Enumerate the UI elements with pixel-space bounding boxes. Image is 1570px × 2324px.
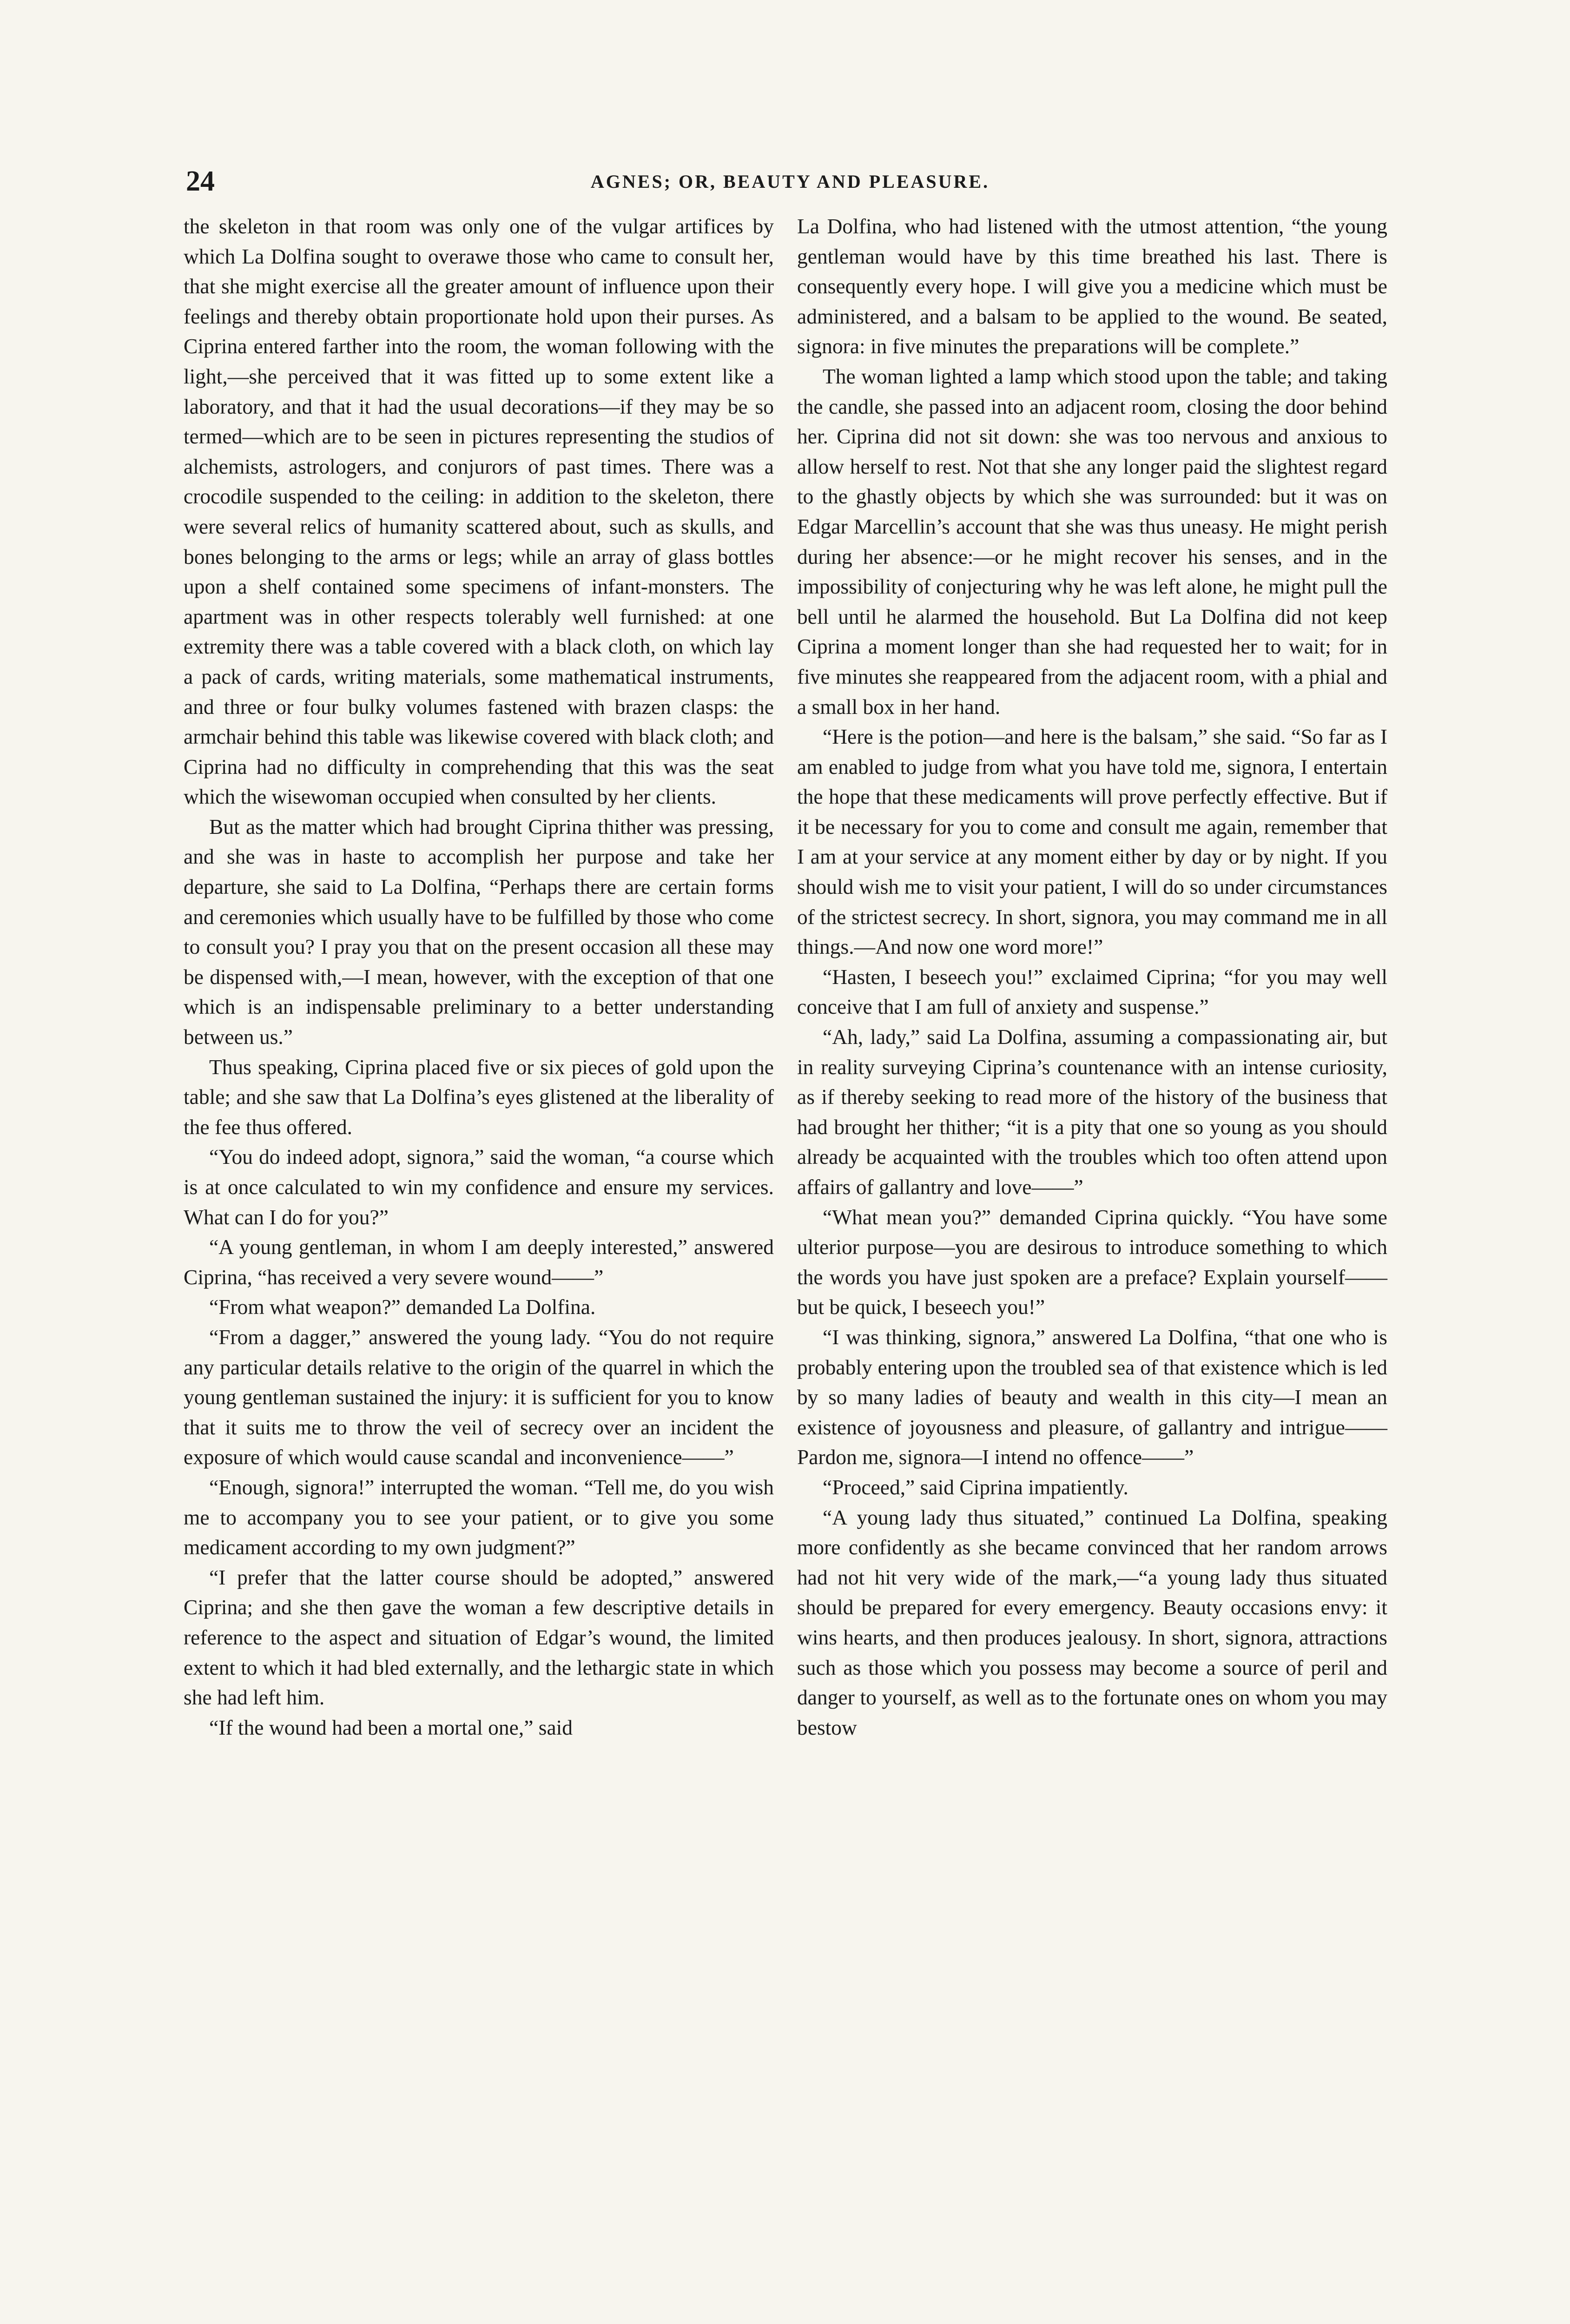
paragraph: “Here is the potion—and here is the balsam,” she said. “So far as I am enabled to judge from what you have told me, signora, I entertain the hope that these medicaments will prove perfectly effective. But if it be necessary for you to come and consult me again, remember that I am at your service at any moment either by day or by night. If you should wish me to visit your patient, I will do so under circumstances of the strictest secrecy. In short, signora, you may command me in all things.—And now one word more!”: [797, 725, 1387, 959]
paragraph: “From what weapon?” demanded La Dolfina.: [209, 1295, 596, 1319]
page-header: [186, 165, 1394, 202]
paragraph: “Enough, signora!” interrupted the woman. “Tell me, do you wish me to accompany you to see your patient, or to give you some medicament according to my own judgment?”: [184, 1475, 774, 1559]
right-column: [797, 211, 1387, 1743]
paragraph: “Hasten, I beseech you!” exclaimed Ciprina; “for you may well conceive that I am full of anxiety and suspense.”: [797, 964, 1387, 1019]
paragraph: “What mean you?” demanded Ciprina quickly. “You have some ulterior purpose—you are desirous to introduce something to which the words you have just spoken are a preface? Explain yourself——but be quick, I beseech you!”: [797, 1205, 1387, 1319]
paragraph: “You do indeed adopt, signora,” said the woman, “a course which is at once calculated to win my confidence and ensure my services. What can I do for you?”: [184, 1145, 774, 1229]
page-number: 24: [186, 165, 215, 197]
paragraph: “A young lady thus situated,” continued La Dolfina, speaking more confidently as she became convinced that her random arrows had not hit very wide of the mark,—“a young lady thus situated should be prepared for every emergency. Beauty occasions envy: it wins hearts, and then produces jealousy. In short, signora, attractions such as those which you possess may become a source of peril and danger to yourself, as well as to the fortunate ones on whom you may bestow: [797, 1505, 1387, 1739]
paragraph: “Ah, lady,” said La Dolfina, assuming a compassionating air, but in reality surveying Ciprina’s countenance with an intense curiosity, as if thereby seeking to read more of the history of the business that had brought her thither; “it is a pity that one so young as you should already be acquainted with the troubles which too often attend upon affairs of gallantry and love——”: [797, 1025, 1387, 1199]
paragraph: “If the wound had been a mortal one,” said: [209, 1715, 573, 1739]
running-head: AGNES; OR, BEAUTY AND PLEASURE.: [590, 171, 990, 192]
paragraph: The woman lighted a lamp which stood upon the table; and taking the candle, she passed into an adjacent room, closing the door behind her. Ciprina did not sit down: she was too nervous and anxious to allow herself to rest. Not that she any longer paid the slightest regard to the ghastly objects by which she was surrounded: but it was on Edgar Marcellin’s account that she was thus uneasy. He might perish during her absence:—or he might recover his senses, and in the impossibility of conjecturing why he was left alone, he might pull the bell until he alarmed the household. But La Dolfina did not keep Ciprina a moment longer than she had requested her to wait; for in five minutes she reappeared from the adjacent room, with a phial and a small box in her hand.: [797, 364, 1387, 719]
paragraph: “I was thinking, signora,” answered La Dolfina, “that one who is probably entering upon the troubled sea of that existence which is led by so many ladies of beauty and wealth in this city—I mean an existence of joyousness and pleasure, of gallantry and intrigue—— Pardon me, signora—I intend no offence——”: [797, 1325, 1387, 1469]
paragraph: the skeleton in that room was only one of the vulgar artifices by which La Dolfina sought to overawe those who came to consult her, that she might exercise all the greater amount of influence upon their feelings and thereby obtain proportionate hold upon their purses. As Ciprina entered farther into the room, the woman following with the light,—she perceived that it was fitted up to some extent like a laboratory, and that it had the usual decorations—if they may be so termed—which are to be seen in pictures representing the studios of alchemists, astrologers, and conjurors of past times. There was a crocodile suspended to the ceiling: in addition to the skeleton, there were several relics of humanity scattered about, such as skulls, and bones belonging to the arms or legs; while an array of glass bottles upon a shelf contained some specimens of infant-monsters. The apartment was in other respects tolerably well furnished: at one extremity there was a table covered with a black cloth, on which lay a pack of cards, writing materials, some mathematical instruments, and three or four bulky volumes fastened with brazen clasps: the armchair behind this table was likewise covered with black cloth; and Ciprina had no difficulty in comprehending that this was the seat which the wisewoman occupied when consulted by her clients.: [184, 214, 774, 809]
paragraph: “A young gentleman, in whom I am deeply interested,” answered Ciprina, “has received a very severe wound——”: [184, 1235, 774, 1289]
paragraph: Thus speaking, Ciprina placed five or six pieces of gold upon the table; and she saw that La Dolfina’s eyes glistened at the liberality of the fee thus offered.: [184, 1055, 774, 1139]
paragraph: But as the matter which had brought Ciprina thither was pressing, and she was in haste to accomplish her purpose and take her departure, she said to La Dolfina, “Perhaps there are certain forms and ceremonies which usually have to be fulfilled by those who come to consult you? I pray you that on the present occasion all these may be dispensed with,—I mean, however, with the exception of that one which is an indispensable preliminary to a better understanding between us.”: [184, 814, 774, 1049]
paragraph: “I prefer that the latter course should be adopted,” answered Ciprina; and she then gave the woman a few descriptive details in reference to the aspect and situation of Edgar’s wound, the limited extent to which it had bled externally, and the lethargic state in which she had left him.: [184, 1565, 774, 1710]
paragraph: “From a dagger,” answered the young lady. “You do not require any particular details relative to the origin of the quarrel in which the young gentleman sustained the injury: it is sufficient for you to know that it suits me to throw the veil of secrecy over an incident the exposure of which would cause scandal and inconvenience——”: [184, 1325, 774, 1469]
paragraph: “Proceed,” said Ciprina impatiently.: [823, 1475, 1128, 1499]
left-column: [184, 211, 774, 1743]
paragraph: La Dolfina, who had listened with the utmost attention, “the young gentleman would have by this time breathed his last. There is consequently every hope. I will give you a medicine which must be administered, and a balsam to be applied to the wound. Be seated, signora: in five minutes the preparations will be complete.”: [797, 214, 1387, 358]
